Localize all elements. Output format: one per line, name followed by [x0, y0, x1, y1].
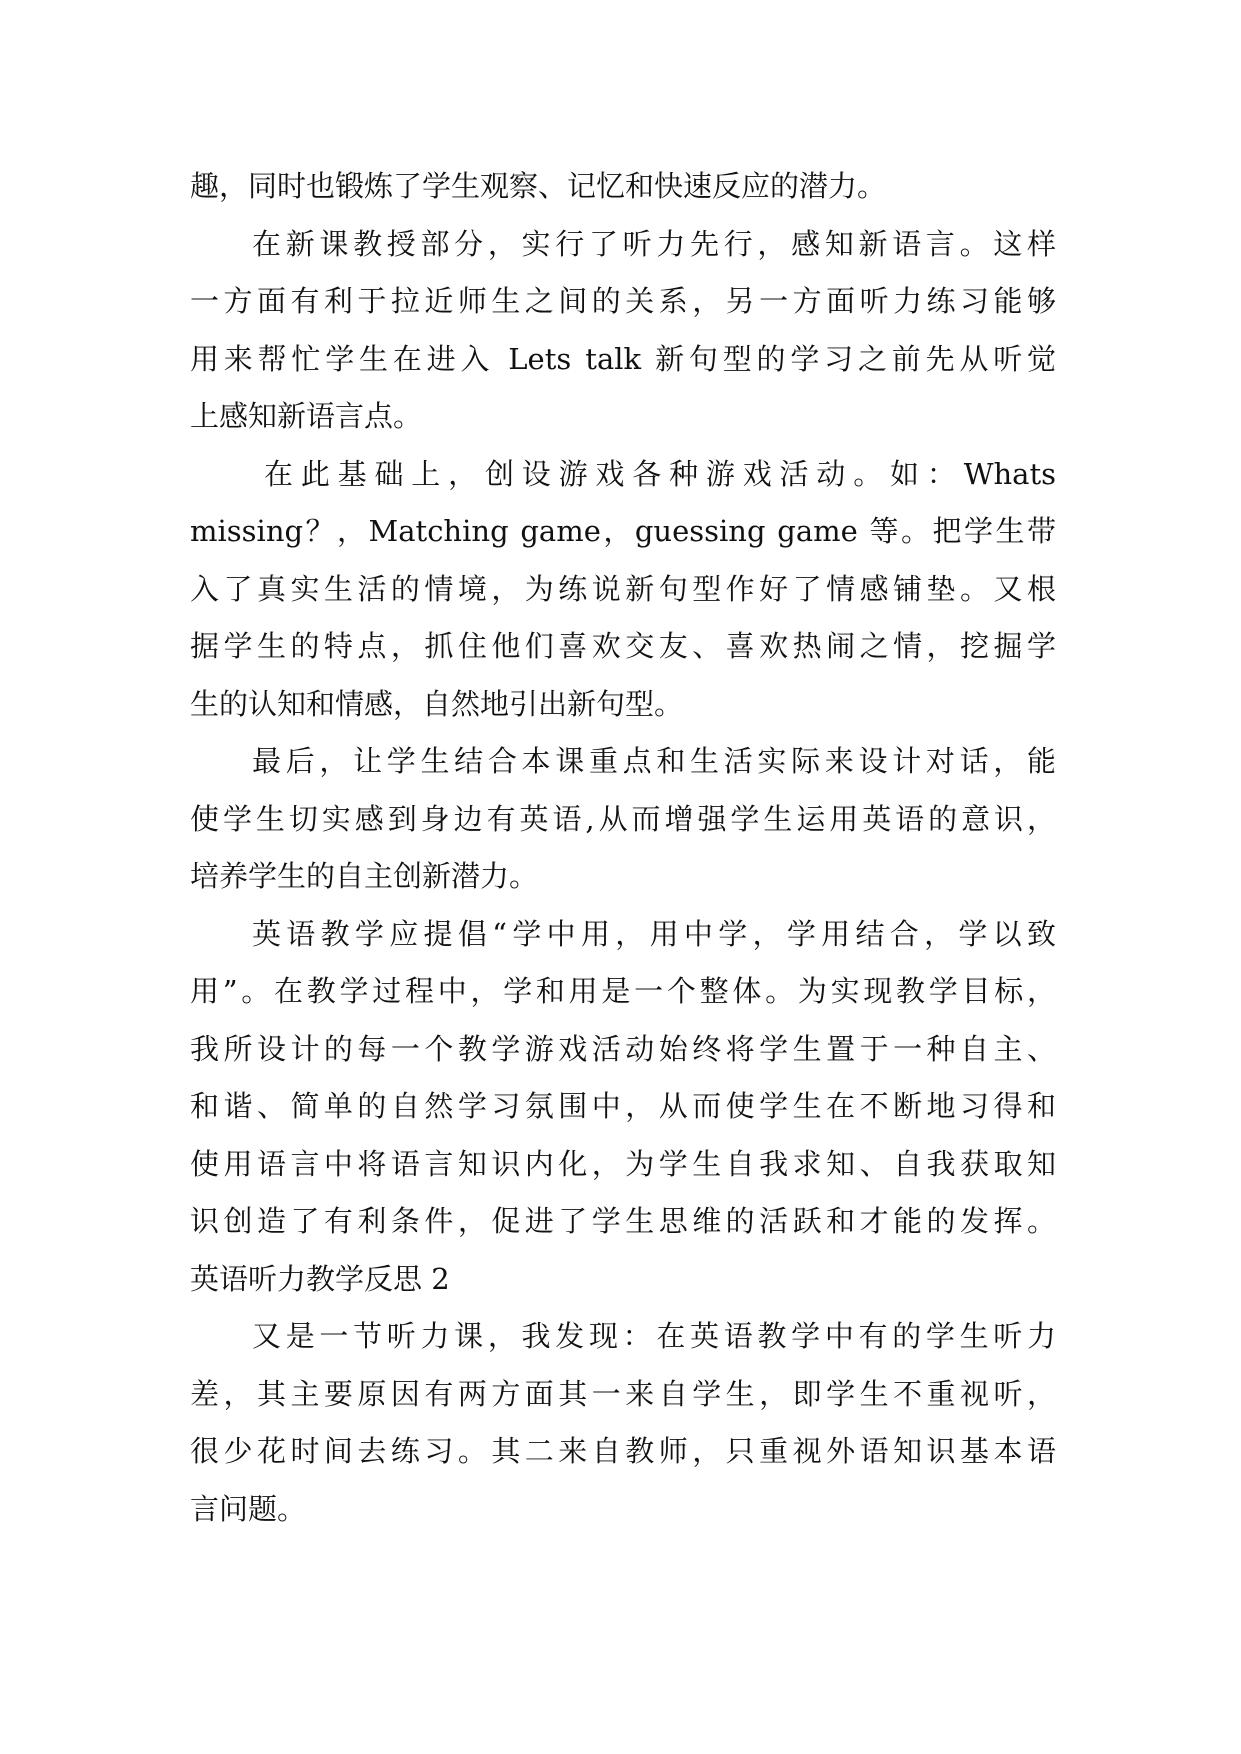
paragraph-start-line: 在新课教授部分，实行了听力先行，感知新语言。这样 — [252, 226, 1056, 261]
text-line: 生的认知和情感，自然地引出新句型。 — [190, 686, 684, 721]
text-line: 使用语言中将语言知识内化，为学生自我求知、自我获取知 — [190, 1146, 1056, 1181]
text-line: 据学生的特点，抓住他们喜欢交友、喜欢热闹之情，挖掘学 — [190, 629, 1056, 663]
text-line: missing？，Matching game，guessing game 等。把学生带 — [190, 514, 1056, 548]
paragraph-start-line: 最后，让学生结合本课重点和生活实际来设计对话，能 — [252, 744, 1056, 778]
text-line: 使学生切实感到身边有英语,从而增强学生运用英语的意识， — [190, 801, 1056, 836]
text-line: 很少花时间去练习。其二来自教师，只重视外语知识基本语 — [190, 1434, 1056, 1468]
text-line: 用来帮忙学生在进入 Lets talk 新句型的学习之前先从听觉 — [190, 341, 1056, 376]
text-line: 我所设计的每一个教学游戏活动始终将学生置于一种自主、 — [190, 1031, 1056, 1066]
text-line: 入了真实生活的情境，为练说新句型作好了情感铺垫。又根 — [190, 571, 1056, 606]
text-line: 识创造了有利条件，促进了学生思维的活跃和才能的发挥。 — [190, 1204, 1056, 1238]
text-line: 差，其主要原因有两方面其一来自学生，即学生不重视听， — [190, 1376, 1056, 1411]
section-heading: 英语听力教学反思 2 — [190, 1261, 450, 1296]
text-line: 上感知新语言点。 — [190, 399, 423, 433]
paragraph-start-line: 在此基础上，创设游戏各种游戏活动。如：Whats — [264, 456, 1056, 491]
text-line: 一方面有利于拉近师生之间的关系，另一方面听力练习能够 — [190, 284, 1056, 318]
text-line: 和谐、简单的自然学习氛围中，从而使学生在不断地习得和 — [190, 1089, 1056, 1123]
text-line: 培养学生的自主创新潜力。 — [190, 859, 539, 893]
text-line: 言问题。 — [190, 1491, 307, 1526]
paragraph-start-line: 又是一节听力课，我发现：在英语教学中有的学生听力 — [252, 1319, 1056, 1353]
document-body — [190, 158, 1056, 1538]
text-line: 趣，同时也锻炼了学生观察、记忆和快速反应的潜力。 — [190, 169, 887, 203]
paragraph-start-line: 英语教学应提倡“学中用，用中学，学用结合，学以致 — [252, 916, 1056, 951]
text-line: 用”。在教学过程中，学和用是一个整体。为实现教学目标， — [190, 974, 1056, 1008]
